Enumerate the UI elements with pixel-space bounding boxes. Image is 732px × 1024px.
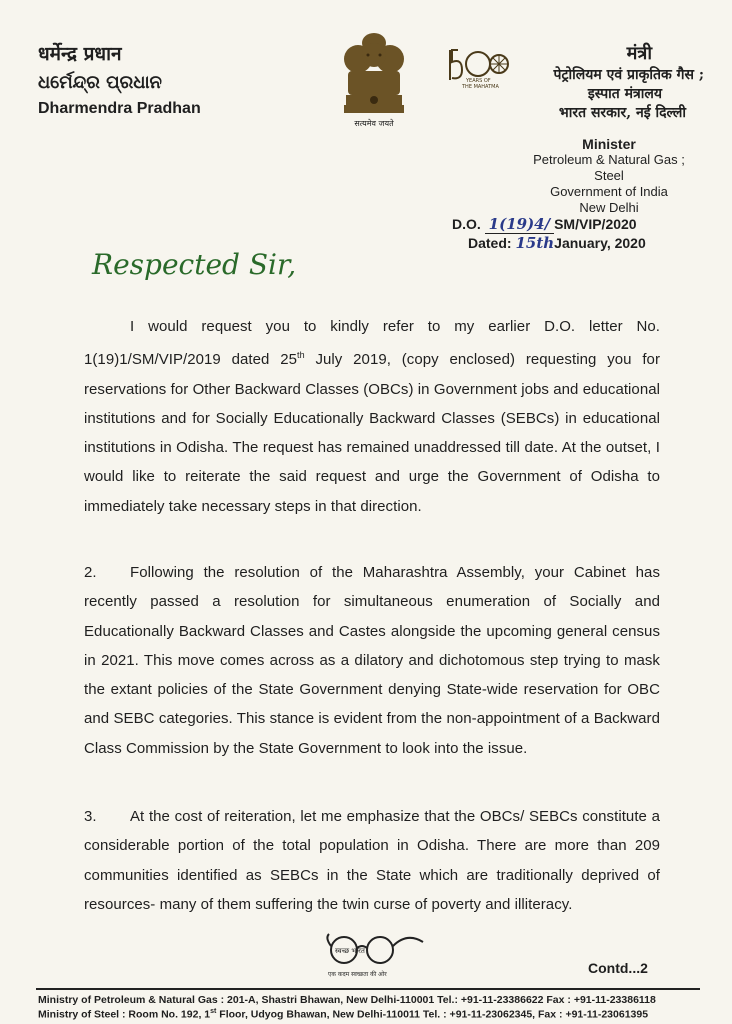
gandhi-150-logo-icon bbox=[444, 42, 512, 90]
paragraph-1: I would request you to kindly refer to my earlier D.O. letter No. 1(19)1/SM/VIP/2019 dated 25th July 2019, (copy enclosed) requesting you for reservations for Other Backward Classes (OBCs) in Government jobs and educational institutions and for Socially Educationally Backward Classes (SEBCs) in educational institutions in Odisha. The request has remained unaddressed till date. At the outset, I would like to reiterate the said request and urge the Government of Odisha to immediately take necessary steps in that direction. bbox=[84, 318, 660, 515]
spectacles-icon bbox=[322, 932, 432, 966]
name-odia: ଧର୍ମେନ୍ଦ୍ର ପ୍ରଧାନ bbox=[38, 72, 162, 93]
svg-text:स्वच्छ भारत: स्वच्छ भारत bbox=[335, 947, 365, 955]
footer-address-petroleum: Ministry of Petroleum & Natural Gas : 201-A, Shastri Bhawan, New Delhi-110001 Tel.: +91-11-23386622 Fax : +91-11-23386118 bbox=[38, 994, 656, 1006]
hindi-designation-block bbox=[553, 42, 704, 123]
hindi-title: मंत्री bbox=[626, 43, 652, 64]
letter-date: Dated: 15thJanuary, 2020 bbox=[468, 234, 646, 252]
name-english: Dharmendra Pradhan bbox=[38, 100, 201, 117]
english-designation-block bbox=[520, 136, 698, 216]
swachh-bharat-logo bbox=[322, 932, 432, 978]
continued-marker: Contd...2 bbox=[588, 960, 648, 976]
do-number: D.O. 1(19)4/ SM/VIP/2020 bbox=[452, 215, 637, 233]
hindi-govt: भारत सरकार, नई दिल्ली bbox=[558, 105, 686, 121]
paragraph-2: 2. Following the resolution of the Maharashtra Assembly, your Cabinet has recently passed a resolution for simultaneous enumeration of Socially and Educationally Backward Classes and Castes alongside the upcoming general census in 2021. This move comes across as a dilatory and dichotomous step trying to mask the extant policies of the State Government denying State-wide reservation for OBC and SEBC categories. This stance is evident from the non-appointment of a Backward Class Commission by the State Government to look into the issue. bbox=[84, 558, 660, 763]
do-handwritten: 1(19)4/ bbox=[485, 215, 554, 234]
svg-text:THE MAHATMA: THE MAHATMA bbox=[462, 84, 499, 90]
name-hindi: धर्मेन्द्र प्रधान bbox=[38, 43, 122, 65]
paragraph-number: 2. bbox=[84, 564, 97, 581]
hindi-ministry: पेट्रोलियम एवं प्राकृतिक गैस ; bbox=[553, 67, 704, 83]
en-ministry: Petroleum & Natural Gas ; bbox=[533, 152, 685, 167]
emblem-motto: सत्यमेव जयते bbox=[354, 119, 394, 128]
date-handwritten: 15th bbox=[515, 234, 555, 252]
en-city: New Delhi bbox=[579, 200, 639, 215]
en-ministry2: Steel bbox=[594, 168, 624, 183]
paragraph-3: 3. At the cost of reiteration, let me emphasize that the OBCs/ SEBCs constitute a considerable portion of the total population in Odisha. There are more than 209 communities identified as SEBCs in the State which are traditionally deprived of resources- many of them suffering the twin curse of poverty and illiteracy. bbox=[84, 802, 660, 919]
handwritten-salutation: Respected Sir, bbox=[92, 248, 297, 281]
en-govt: Government of India bbox=[550, 184, 668, 199]
footer-address-steel: Ministry of Steel : Room No. 192, 1st Floor, Udyog Bhawan, New Delhi-110011 Tel. : +91-11-23062345, Fax : +91-11-23061395 bbox=[38, 1008, 649, 1021]
footer-divider bbox=[36, 988, 700, 990]
hindi-ministry2: इस्पात मंत्रालय bbox=[587, 86, 662, 102]
paragraph-number: 3. bbox=[84, 808, 97, 825]
en-title: Minister bbox=[582, 136, 636, 152]
swachh-tagline: एक कदम स्वच्छता की ओर bbox=[328, 971, 387, 978]
svg-text:YEARS OF: YEARS OF bbox=[466, 78, 491, 84]
